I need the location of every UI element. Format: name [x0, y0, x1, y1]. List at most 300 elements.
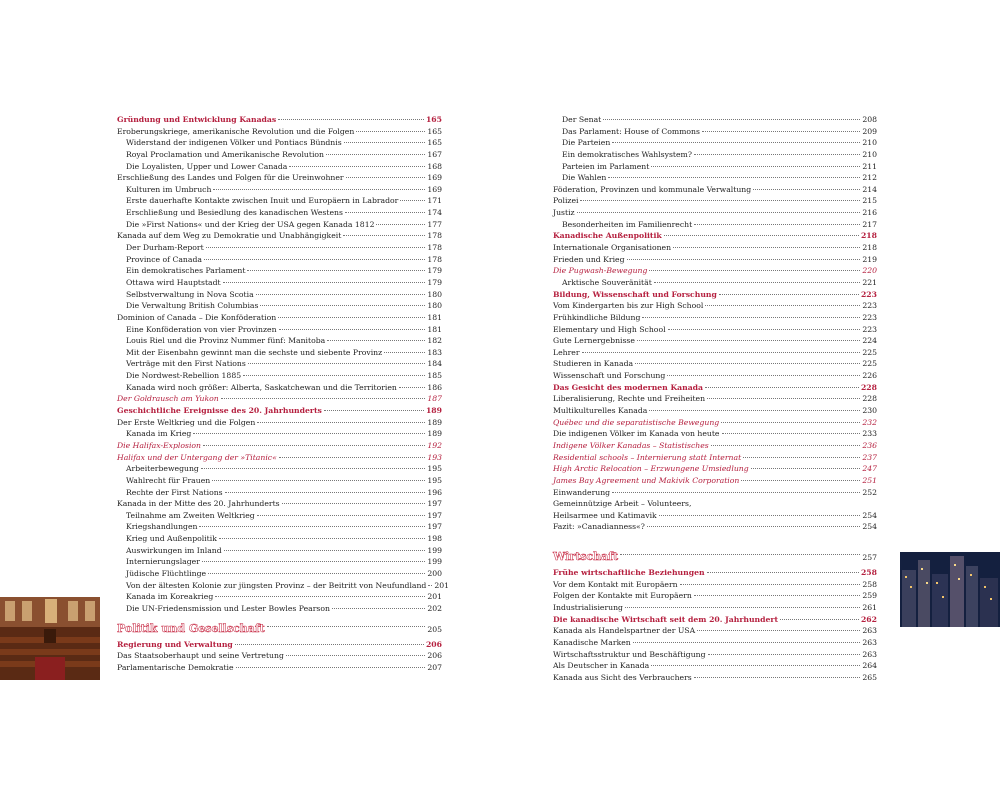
toc-entry[interactable]: [117, 230, 442, 242]
toc-leader-dots: [278, 119, 424, 120]
toc-page-number: 201: [434, 580, 450, 590]
toc-leader-dots: [751, 468, 861, 469]
toc-page-number: 178: [427, 231, 442, 241]
toc-entry-title: Jüdische Flüchtlinge: [126, 568, 207, 578]
toc-page-number: 195: [427, 475, 442, 485]
toc-entry-title: Einwanderung: [553, 487, 611, 497]
toc-entry-title: Von der ältesten Kolonie zur jüngsten Provinz – der Beitritt von Neufundland: [126, 580, 427, 590]
toc-entry[interactable]: [117, 242, 442, 254]
toc-page-number: 208: [862, 115, 877, 124]
toc-entry[interactable]: [553, 324, 877, 336]
toc-entry-title: Frühkindliche Bildung: [553, 312, 641, 322]
toc-entry-title: Wissenschaft und Forschung: [553, 371, 666, 381]
toc-entry-title: Die Halifax-Explosion: [117, 440, 201, 450]
toc-entry[interactable]: [117, 463, 442, 475]
toc-page-number: 228: [862, 394, 877, 404]
parliament-chamber-photo: [0, 597, 100, 680]
toc-entry[interactable]: [117, 324, 442, 336]
toc-entry-title: Die Loyalisten, Upper und Lower Canada: [126, 161, 288, 171]
toc-page-number: 189: [425, 406, 442, 416]
toc-entry[interactable]: [117, 591, 442, 603]
toc-leader-dots: [343, 235, 425, 236]
toc-entry-title: Auswirkungen im Inland: [126, 545, 222, 555]
toc-entry-title: High Arctic Relocation – Erzwungene Umsiedlung: [553, 464, 749, 474]
toc-entry[interactable]: [117, 137, 442, 149]
toc-entry[interactable]: [553, 207, 877, 219]
toc-leader-dots: [332, 608, 425, 609]
toc-leader-dots: [248, 363, 426, 364]
toc-leader-dots: [193, 433, 425, 434]
toc-page-number: 262: [860, 614, 877, 624]
toc-entry-title: Rechte der First Nations: [126, 487, 223, 497]
toc-leader-dots: [582, 352, 861, 353]
toc-entry-title: Ein demokratisches Parlament: [126, 266, 246, 276]
toc-entry-title: Vom Kindergarten bis zur High School: [553, 301, 704, 311]
toc-entry-title: Besonderheiten im Familienrecht: [562, 219, 693, 229]
toc-entry[interactable]: [553, 649, 877, 661]
toc-entry-title: Eine Konföderation von vier Provinzen: [126, 324, 277, 334]
toc-entry[interactable]: [117, 556, 442, 568]
toc-entry[interactable]: [553, 672, 877, 684]
toc-page-number: 209: [862, 126, 877, 136]
toc-chapter-entry[interactable]: [117, 619, 442, 639]
toc-page-number: 236: [862, 440, 877, 450]
toc-page-number: 264: [862, 661, 877, 671]
toc-entry[interactable]: [117, 312, 442, 324]
toc-entry[interactable]: [553, 114, 877, 126]
toc-page-number: 210: [862, 138, 877, 148]
toc-page-number: 230: [862, 406, 877, 416]
toc-entry[interactable]: [117, 662, 442, 674]
toc-leader-dots: [694, 677, 861, 678]
toc-entry[interactable]: [553, 475, 877, 487]
toc-entry-title: Erste dauerhafte Kontakte zwischen Inuit und Europäern in Labrador: [126, 196, 399, 206]
toc-entry[interactable]: [553, 161, 877, 173]
toc-entry-title: Industrialisierung: [553, 602, 623, 612]
toc-entry-title: Erschließung des Landes und Folgen für die Ureinwohner: [117, 173, 344, 183]
toc-entry-title: Elementary und High School: [553, 324, 666, 334]
toc-chapter-entry[interactable]: [553, 547, 877, 567]
toc-page-number: 177: [427, 219, 442, 229]
toc-entry[interactable]: [117, 277, 442, 289]
toc-entry-title: Das Parlament: House of Commons: [562, 126, 700, 136]
toc-entry-title: Folgen der Kontakte mit Europäern: [553, 591, 692, 601]
toc-page-number: 212: [862, 173, 877, 183]
toc-entry-title: Teilnahme am Zweiten Weltkrieg: [126, 510, 255, 520]
toc-entry-title: Föderation, Provinzen und kommunale Verwaltung: [553, 184, 752, 194]
toc-leader-dots: [664, 235, 859, 236]
toc-entry[interactable]: [117, 358, 442, 370]
toc-entry[interactable]: [117, 289, 442, 301]
toc-leader-dots: [612, 492, 860, 493]
toc-entry[interactable]: [117, 545, 442, 557]
toc-leader-dots: [202, 561, 425, 562]
toc-leader-dots: [204, 259, 425, 260]
toc-leader-dots: [326, 154, 425, 155]
toc-page-number: 263: [862, 637, 877, 647]
toc-leader-dots: [219, 538, 425, 539]
toc-entry[interactable]: [117, 440, 442, 452]
toc-leader-dots: [705, 305, 860, 306]
toc-entry[interactable]: [553, 590, 877, 602]
toc-entry[interactable]: [553, 335, 877, 347]
toc-entry[interactable]: [117, 335, 442, 347]
toc-leader-dots: [286, 655, 425, 656]
toc-entry[interactable]: [117, 195, 442, 207]
toc-entry[interactable]: [553, 428, 877, 440]
toc-leader-dots: [722, 433, 861, 434]
toc-entry[interactable]: [553, 498, 877, 510]
toc-leader-dots: [223, 282, 426, 283]
toc-leader-dots: [399, 387, 425, 388]
toc-page-number: 180: [427, 289, 442, 299]
toc-entry-title: Justiz: [553, 208, 575, 218]
city-skyline-image: [900, 552, 1000, 627]
toc-page-number: 165: [427, 126, 442, 136]
toc-leader-dots: [345, 212, 425, 213]
toc-entry[interactable]: [553, 463, 877, 475]
toc-page-number: 168: [427, 161, 442, 171]
toc-entry-title: Krieg und Außenpolitik: [126, 534, 217, 544]
toc-page-number: 178: [427, 243, 442, 253]
toc-leader-dots: [642, 317, 860, 318]
toc-section-entry[interactable]: [553, 230, 877, 242]
toc-entry-title: Widerstand der indigenen Völker und Pontiacs Bündnis: [126, 138, 342, 148]
toc-leader-dots: [780, 619, 859, 620]
toc-entry[interactable]: [553, 219, 877, 231]
toc-entry-title: Arbeiterbewegung: [126, 464, 199, 474]
toc-leader-dots: [289, 166, 425, 167]
toc-page-number: 180: [427, 301, 442, 311]
toc-leader-dots: [649, 410, 860, 411]
toc-page-number: 219: [862, 254, 877, 264]
toc-entry-title: Die Pugwash-Bewegung: [553, 266, 648, 276]
toc-entry[interactable]: [553, 602, 877, 614]
toc-entry[interactable]: [117, 510, 442, 522]
city-skyline-photo: [900, 552, 1000, 627]
toc-entry-title: Fazit: »Canadianness«?: [553, 522, 645, 532]
toc-entry[interactable]: [117, 452, 442, 464]
toc-entry-title: Frühe wirtschaftliche Beziehungen: [553, 568, 705, 578]
toc-entry-title: Geschichtliche Ereignisse des 20. Jahrhunderts: [117, 406, 322, 416]
toc-entry[interactable]: [553, 254, 877, 266]
toc-entry[interactable]: [117, 487, 442, 499]
toc-entry[interactable]: [117, 370, 442, 382]
toc-page-number: 169: [427, 184, 442, 194]
toc-leader-dots: [236, 667, 426, 668]
toc-page-number: 207: [427, 662, 442, 672]
toc-page-number: 189: [427, 417, 442, 427]
toc-entry-title: Halifax und der Untergang der »Titanic«: [117, 452, 277, 462]
toc-entry-title: Regierung und Verwaltung: [117, 639, 233, 649]
toc-entry[interactable]: [553, 195, 877, 207]
toc-leader-dots: [224, 550, 426, 551]
toc-page-number: 184: [427, 359, 442, 369]
toc-entry[interactable]: [117, 533, 442, 545]
toc-entry[interactable]: [117, 254, 442, 266]
toc-page-number: 220: [862, 266, 877, 276]
toc-leader-dots: [705, 387, 859, 388]
toc-entry[interactable]: [117, 149, 442, 161]
toc-page-number: 196: [427, 487, 442, 497]
toc-entry[interactable]: [117, 172, 442, 184]
toc-leader-dots: [702, 131, 860, 132]
toc-leader-dots: [267, 626, 426, 627]
toc-page-number: 199: [427, 545, 442, 555]
toc-leader-dots: [247, 270, 425, 271]
toc-leader-dots: [384, 352, 425, 353]
toc-leader-dots: [635, 363, 860, 364]
toc-entry[interactable]: [553, 149, 877, 161]
toc-entry-title: Kanada im Koreakrieg: [126, 592, 214, 602]
toc-entry[interactable]: [117, 382, 442, 394]
toc-entry[interactable]: [553, 347, 877, 359]
toc-entry-title: Die Wahlen: [562, 173, 607, 183]
toc-entry-title: Erschließung und Besiedlung des kanadischen Westens: [126, 208, 343, 218]
toc-entry[interactable]: [553, 417, 877, 429]
toc-leader-dots: [694, 595, 861, 596]
toc-entry[interactable]: [553, 300, 877, 312]
toc-entry-title: Die Verwaltung British Columbias: [126, 301, 259, 311]
toc-entry-title: Heilsarmee und Katimavik: [553, 510, 657, 520]
toc-entry[interactable]: [117, 417, 442, 429]
toc-entry[interactable]: [553, 440, 877, 452]
toc-entry[interactable]: [117, 521, 442, 533]
toc-page-number: 187: [427, 394, 442, 404]
toc-entry-title: Gute Lernergebnisse: [553, 336, 635, 346]
toc-leader-dots: [356, 131, 425, 132]
toc-page-number: 193: [427, 452, 442, 462]
toc-entry-title: Das Staatsoberhaupt und seine Vertretung: [117, 651, 284, 661]
toc-entry[interactable]: [553, 242, 877, 254]
toc-entry-title: Wirtschaftsstruktur und Beschäftigung: [553, 649, 706, 659]
toc-entry[interactable]: [117, 650, 442, 662]
toc-page-number: 223: [862, 324, 877, 334]
toc-entry-title: Parteien im Parlament: [562, 161, 650, 171]
toc-page-number: 211: [862, 161, 877, 171]
toc-section-entry[interactable]: [553, 382, 877, 394]
toc-entry-title: Die »First Nations« und der Krieg der USA gegen Kanada 1812: [126, 219, 375, 229]
toc-entry-title: Multikulturelles Kanada: [553, 406, 648, 416]
toc-entry[interactable]: [553, 172, 877, 184]
toc-entry-title: Kulturen im Umbruch: [126, 184, 212, 194]
toc-entry-title: Wahlrecht für Frauen: [126, 475, 211, 485]
toc-leader-dots: [659, 515, 861, 516]
toc-leader-dots: [711, 445, 861, 446]
toc-leader-dots: [212, 480, 425, 481]
toc-entry[interactable]: [553, 312, 877, 324]
toc-leader-dots: [637, 340, 860, 341]
toc-leader-dots: [256, 294, 426, 295]
toc-entry[interactable]: [553, 487, 877, 499]
toc-leader-dots: [279, 329, 426, 330]
toc-leader-dots: [647, 526, 860, 527]
toc-entry[interactable]: [553, 452, 877, 464]
toc-page-number: 183: [427, 347, 442, 357]
toc-entry[interactable]: [553, 184, 877, 196]
toc-leader-dots: [633, 642, 861, 643]
toc-entry-title: Arktische Souveränität: [562, 277, 652, 287]
toc-entry[interactable]: [553, 625, 877, 637]
toc-entry-title: Politik und Gesellschaft: [117, 621, 265, 635]
toc-entry-title: Kanada auf dem Weg zu Demokratie und Unabhängigkeit: [117, 231, 342, 241]
toc-page-number: 223: [860, 289, 877, 299]
toc-entry-title: James Bay Agreement und Makivik Corporation: [553, 475, 740, 485]
toc-page-number: 225: [862, 347, 877, 357]
toc-page-number: 210: [862, 149, 877, 159]
toc-entry-title: Parlamentarische Demokratie: [117, 662, 234, 672]
toc-entry[interactable]: [553, 277, 877, 289]
toc-page-number: 171: [427, 196, 442, 206]
toc-entry[interactable]: [117, 265, 442, 277]
toc-entry[interactable]: [117, 219, 442, 231]
toc-entry-title: Als Deutscher in Kanada: [553, 661, 650, 671]
toc-leader-dots: [257, 422, 425, 423]
toc-entry[interactable]: [117, 184, 442, 196]
toc-section-entry[interactable]: [553, 614, 877, 626]
toc-section-entry[interactable]: [117, 114, 442, 126]
toc-entry[interactable]: [117, 393, 442, 405]
toc-section-entry[interactable]: [117, 639, 442, 651]
toc-page-number: 195: [427, 464, 442, 474]
toc-leader-dots: [707, 398, 860, 399]
toc-leader-dots: [243, 375, 425, 376]
toc-leader-dots: [225, 492, 426, 493]
toc-page-number: 216: [862, 208, 877, 218]
toc-entry[interactable]: [117, 580, 450, 592]
parliament-chamber-image: [0, 597, 100, 680]
toc-entry[interactable]: [553, 660, 877, 672]
toc-page-number: 192: [427, 440, 442, 450]
toc-entry-title: Die Nordwest-Rebellion 1885: [126, 371, 242, 381]
toc-entry-title: Selbstverwaltung in Nova Scotia: [126, 289, 254, 299]
toc-page-number: 199: [427, 557, 442, 567]
toc-entry-title: Internationale Organisationen: [553, 243, 672, 253]
toc-leader-dots: [719, 294, 859, 295]
toc-page-number: 261: [862, 602, 877, 612]
toc-entry[interactable]: [553, 126, 877, 138]
toc-page-number: 225: [862, 359, 877, 369]
toc-entry[interactable]: [553, 510, 877, 522]
toc-spacer: [553, 533, 877, 543]
toc-section-entry[interactable]: [117, 405, 442, 417]
toc-entry[interactable]: [117, 568, 442, 580]
toc-page-number: 214: [862, 184, 877, 194]
toc-page-number: 254: [862, 510, 877, 520]
toc-entry[interactable]: [553, 265, 877, 277]
toc-entry[interactable]: [117, 347, 442, 359]
toc-leader-dots: [612, 142, 860, 143]
toc-leader-dots: [603, 119, 860, 120]
toc-page-number: 200: [427, 568, 442, 578]
toc-page-number: 259: [862, 591, 877, 601]
toc-entry[interactable]: [117, 161, 442, 173]
toc-entry-title: Québec und die separatistische Bewegung: [553, 417, 720, 427]
toc-page-number: 197: [427, 510, 442, 520]
toc-entry-title: Mit der Eisenbahn gewinnt man die sechste und siebente Provinz: [126, 347, 383, 357]
toc-entry[interactable]: [553, 358, 877, 370]
toc-leader-dots: [282, 503, 426, 504]
toc-leader-dots: [649, 270, 860, 271]
toc-entry-title: Indigene Völker Kanadas – Statistisches: [553, 440, 709, 450]
toc-leader-dots: [743, 457, 860, 458]
toc-entry-title: Liberalisierung, Rechte und Freiheiten: [553, 394, 706, 404]
toc-entry[interactable]: [117, 126, 442, 138]
toc-left-column: [117, 114, 450, 673]
toc-entry-title: Province of Canada: [126, 254, 202, 264]
toc-leader-dots: [206, 247, 426, 248]
toc-leader-dots: [203, 445, 425, 446]
toc-entry-title: Ottawa wird Hauptstadt: [126, 277, 221, 287]
toc-entry-title: Der Durham-Report: [126, 243, 204, 253]
toc-leader-dots: [215, 596, 425, 597]
toc-entry[interactable]: [553, 521, 877, 533]
toc-section-entry[interactable]: [553, 567, 877, 579]
toc-leader-dots: [654, 282, 861, 283]
toc-leader-dots: [428, 585, 432, 586]
toc-page-number: 223: [862, 312, 877, 322]
toc-entry[interactable]: [117, 603, 442, 615]
toc-page-number: 206: [425, 639, 442, 649]
toc-page-number: 257: [862, 553, 877, 563]
toc-entry[interactable]: [117, 498, 442, 510]
toc-leader-dots: [260, 305, 425, 306]
toc-page-number: 185: [427, 371, 442, 381]
toc-entry[interactable]: [117, 300, 442, 312]
toc-page-number: 258: [862, 579, 877, 589]
toc-entry[interactable]: [117, 475, 442, 487]
toc-page-number: 198: [427, 534, 442, 544]
toc-leader-dots: [235, 644, 424, 645]
toc-page-number: 254: [862, 522, 877, 532]
toc-page-number: 179: [427, 277, 442, 287]
toc-leader-dots: [221, 398, 426, 399]
toc-entry-title: Eroberungskriege, amerikanische Revolution und die Folgen: [117, 126, 355, 136]
toc-page-number: 263: [862, 649, 877, 659]
toc-entry[interactable]: [553, 370, 877, 382]
toc-page-number: 251: [862, 475, 877, 485]
toc-page-number: 228: [860, 382, 877, 392]
toc-section-entry[interactable]: [553, 289, 877, 301]
toc-entry[interactable]: [117, 207, 442, 219]
toc-entry-title: Dominion of Canada – Die Konföderation: [117, 312, 277, 322]
toc-entry[interactable]: [553, 637, 877, 649]
toc-entry[interactable]: [553, 405, 877, 417]
toc-leader-dots: [278, 317, 425, 318]
toc-entry-title: Kriegshandlungen: [126, 522, 198, 532]
toc-page-number: 218: [862, 243, 877, 253]
toc-page-number: 167: [427, 149, 442, 159]
toc-entry[interactable]: [553, 579, 877, 591]
toc-entry-title: Die UN-Friedensmission und Lester Bowles Pearson: [126, 603, 330, 613]
toc-entry-title: Royal Proclamation und Amerikanische Revolution: [126, 149, 324, 159]
toc-page-number: 232: [862, 417, 877, 427]
toc-entry-title: Die indigenen Völker im Kanada von heute: [553, 429, 720, 439]
toc-page-number: 178: [427, 254, 442, 264]
toc-entry[interactable]: [553, 393, 877, 405]
toc-leader-dots: [608, 177, 860, 178]
toc-entry-title: Die Parteien: [562, 138, 611, 148]
toc-entry[interactable]: [553, 137, 877, 149]
toc-leader-dots: [753, 189, 860, 190]
toc-entry-title: Die kanadische Wirtschaft seit dem 20. Jahrhundert: [553, 614, 779, 624]
toc-entry-title: Das Gesicht des modernen Kanada: [553, 382, 704, 392]
toc-page-number: 197: [427, 522, 442, 532]
toc-leader-dots: [721, 422, 860, 423]
toc-entry[interactable]: [117, 428, 442, 440]
toc-page-number: 247: [862, 464, 877, 474]
toc-page-number: 265: [862, 672, 877, 682]
